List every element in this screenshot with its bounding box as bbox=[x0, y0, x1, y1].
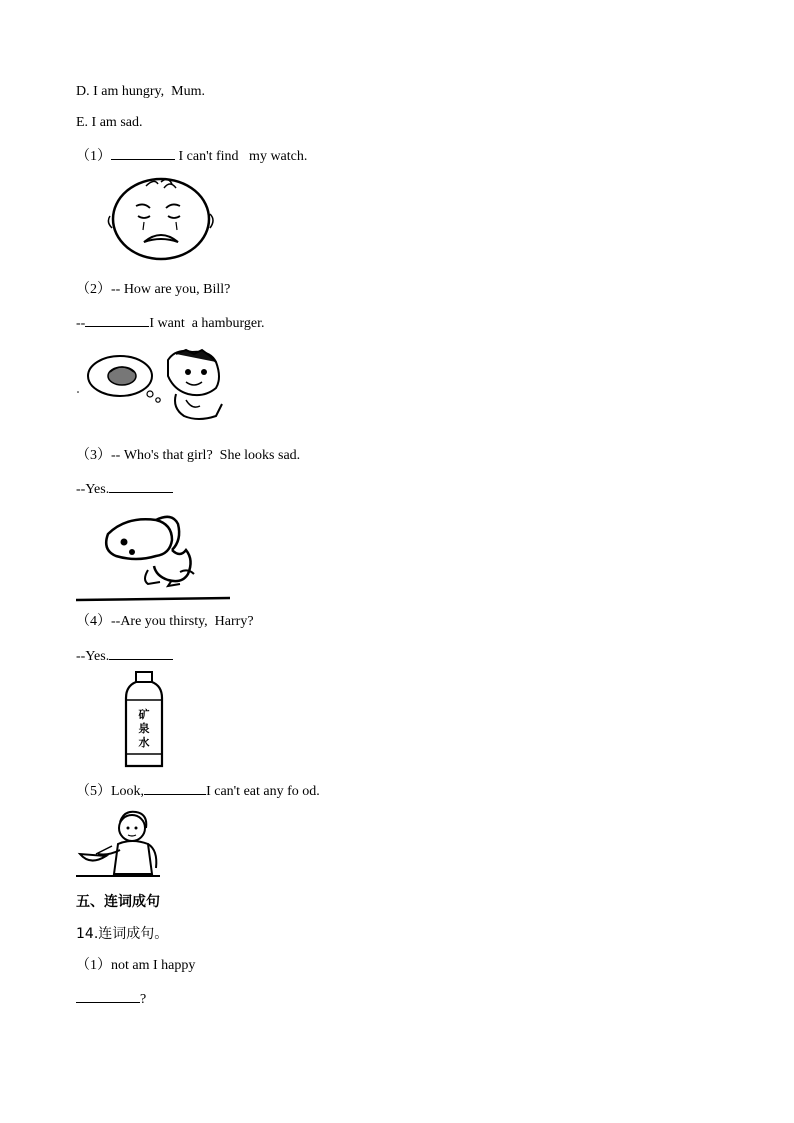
question-number: （4） bbox=[76, 614, 111, 629]
section5-answer-line: ? bbox=[76, 988, 146, 1009]
answer-blank[interactable] bbox=[85, 312, 149, 327]
hungry-boy-icon bbox=[76, 348, 226, 424]
answer-blank[interactable] bbox=[109, 645, 173, 660]
question-number: （3） bbox=[76, 448, 111, 463]
answer-blank[interactable] bbox=[76, 988, 140, 1003]
bottle-label-char: 水 bbox=[138, 736, 150, 749]
section5-question-1: （1）not am I happy bbox=[76, 958, 196, 973]
answer-blank[interactable] bbox=[109, 478, 173, 493]
bottle-label-char: 矿 bbox=[138, 708, 150, 721]
section-heading: 五、连词成句 bbox=[76, 894, 160, 910]
item-title: 14.连词成句。 bbox=[76, 926, 169, 942]
question-3-reply: --Yes. bbox=[76, 478, 173, 499]
answer-blank[interactable] bbox=[111, 145, 175, 160]
crying-face-icon bbox=[106, 176, 216, 262]
question-3: （3）-- Who's that girl? She looks sad. bbox=[76, 448, 301, 463]
question-2: （2）-- How are you, Bill? bbox=[76, 282, 231, 297]
bottle-label-char: 泉 bbox=[138, 722, 150, 735]
question-4: （4）--Are you thirsty, Harry? bbox=[76, 614, 254, 629]
question-2-reply: -- I want a hamburger. bbox=[76, 312, 265, 333]
option-e: E. I am sad. bbox=[76, 115, 143, 130]
question-4-reply: --Yes. bbox=[76, 645, 173, 666]
question-1: （1） I can't find my watch. bbox=[76, 145, 307, 166]
dog-icon bbox=[76, 510, 232, 602]
answer-blank[interactable] bbox=[144, 780, 206, 795]
water-bottle-icon bbox=[120, 670, 168, 770]
question-5: （5）Look, I can't eat any fo od. bbox=[76, 780, 320, 801]
option-d: D. I am hungry, Mum. bbox=[76, 84, 205, 99]
question-number: （1） bbox=[76, 149, 111, 164]
girl-eating-icon bbox=[76, 808, 166, 880]
question-number: （5） bbox=[76, 784, 111, 799]
question-number: （2） bbox=[76, 282, 111, 297]
question-number: （1） bbox=[76, 958, 111, 973]
